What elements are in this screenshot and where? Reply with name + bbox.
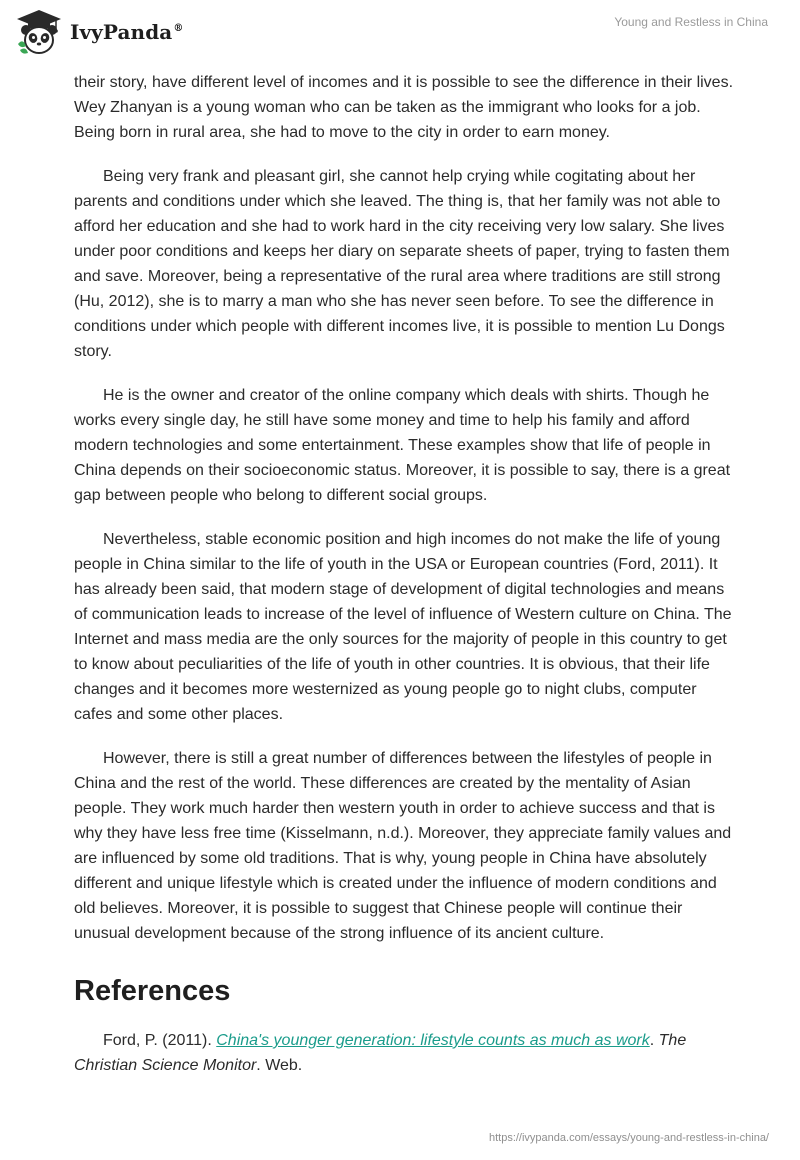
essay-content	[74, 70, 734, 1097]
reference-separator: .	[649, 1032, 659, 1049]
reference-author-year: Ford, P. (2011).	[103, 1032, 217, 1049]
paragraph-5: However, there is still a great number of differences between the lifestyles of people in China and the rest of the world. These differences are created by the mentality of Asian people. They work much harder then western youth in order to achieve success and that is why they have less free time (Kisselmann, n.d.). Moreover, they appreciate family values and are influenced by some old traditions. That is why, young people in China have absolutely different and unique lifestyle which is created under the influence of modern conditions and old believes. Moreover, it is possible to suggest that Chinese people will continue their unusual development because of the strong influence of its ancient culture.	[74, 750, 732, 942]
reference-source: The Christian Science Monitor	[74, 1032, 687, 1074]
paragraph-3: He is the owner and creator of the online company which deals with shirts. Though he works every single day, he still have some money and time to help his family and afford modern technologies and some entertainment. These examples show that life of people in China depends on their socioeconomic status. Moreover, it is possible to say, there is a great gap between people who belong to different social groups.	[74, 387, 731, 504]
panda-graduate-icon	[14, 8, 64, 56]
paragraph-4: Nevertheless, stable economic position and high incomes do not make the life of young people in China similar to the life of youth in the USA or European countries (Ford, 2011). It has already been said, that modern stage of development of digital technologies and means of communication leads to increase of the level of influence of Western culture on China. The Internet and mass media are the only sources for the majority of people in this country to get to know about peculiarities of the life of youth in other countries. It is obvious, that their life changes and it becomes more westernized as young people go to night clubs, computer cafes and some other places.	[74, 531, 732, 723]
logo-text	[70, 20, 183, 44]
references-heading: References	[74, 975, 231, 1007]
paragraph-1: their story, have different level of incomes and it is possible to see the difference in their lives. Wey Zhanyan is a young woman who can be taken as the immigrant who looks for a job. Being born in rural area, she had to move to the city in order to earn money.	[74, 74, 734, 141]
document-title: Young and Restless in China	[614, 15, 768, 29]
footer-url: https://ivypanda.com/essays/young-and-restless-in-china/	[488, 1132, 769, 1144]
registered-mark: ®	[173, 23, 184, 35]
reference-entry	[74, 1028, 734, 1078]
reference-suffix: . Web.	[256, 1057, 303, 1074]
logo[interactable]	[14, 8, 183, 56]
logo-wordmark: IvyPanda	[70, 20, 173, 44]
reference-link[interactable]: China's younger generation: lifestyle counts as much as work	[216, 1032, 650, 1049]
paragraph-2: Being very frank and pleasant girl, she cannot help crying while cogitating about her parents and conditions under which she leaved. The thing is, that her family was not able to afford her education and she had to work hard in the city receiving very low salary. She lives under poor conditions and keeps her diary on separate sheets of paper, trying to fasten them and save. Moreover, being a representative of the rural area where traditions are still strong (Hu, 2012), she is to marry a man who she has never seen before. To see the difference in conditions under which people with different incomes live, it is possible to mention Lu Dongs story.	[74, 168, 730, 360]
page-header	[0, 0, 800, 70]
